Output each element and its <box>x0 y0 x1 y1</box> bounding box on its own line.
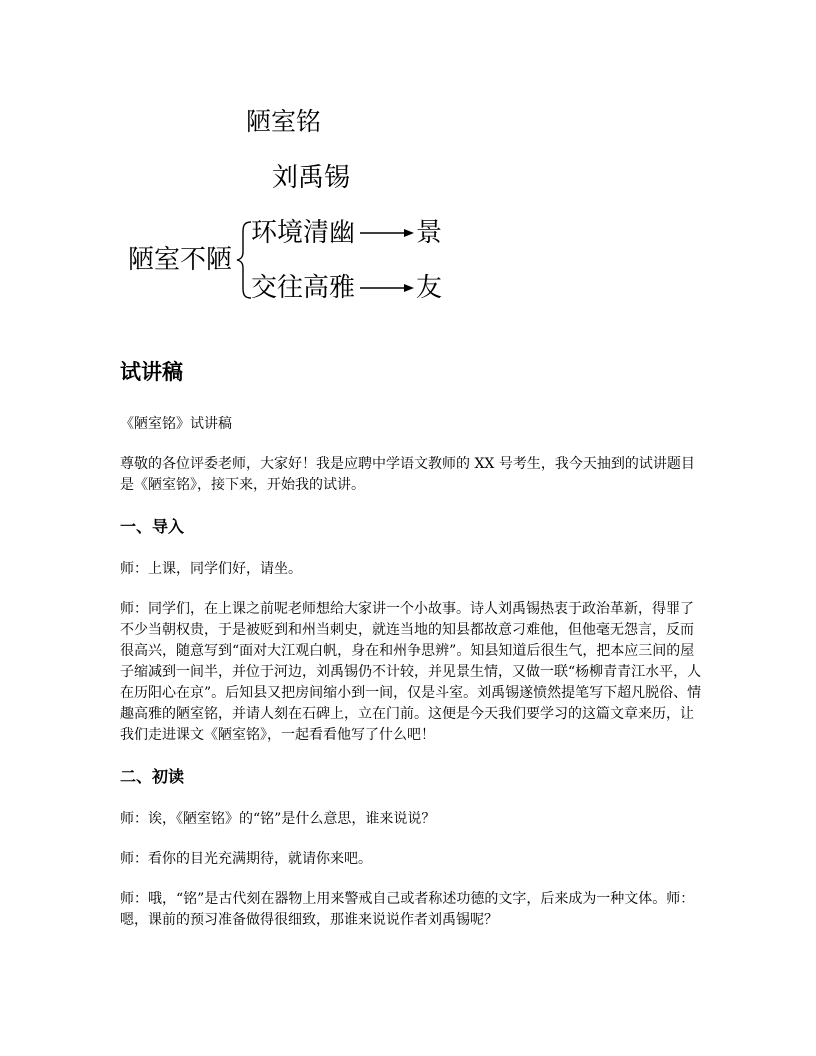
paragraph: 师：上课，同学们好，请坐。 <box>120 561 302 577</box>
section-heading: 二、初读 <box>120 767 185 786</box>
brace-shape <box>237 222 251 298</box>
diagram-branch-label: 交往高雅 <box>251 273 356 303</box>
diagram-branch-label: 环境清幽 <box>251 218 356 248</box>
arrow-head <box>404 284 414 292</box>
diagram-author: 刘禹锡 <box>272 163 351 193</box>
paragraph: 师：哦，“铭”是古代刻在器物上用来警戒自己或者称述功德的文字，后来成为一种文体。师：嗯，课前的预习准备做得很细致，那谁来说说作者刘禹锡呢？ <box>120 891 695 928</box>
lesson-diagram <box>0 0 816 320</box>
diagram-title: 陋室铭 <box>246 107 322 136</box>
page-heading: 试讲稿 <box>120 360 183 384</box>
intro-paragraph: 尊敬的各位评委老师，大家好！我是应聘中学语文教师的 XX 号考生，我今天抽到的试讲题目是《陋室铭》，接下来，开始我的试讲。 <box>120 456 695 493</box>
paragraph: 师：同学们，在上课之前呢老师想给大家讲一个小故事。诗人刘禹锡热衷于政治革新，得罪了不少当朝权贵，于是被贬到和州当刺史，就连当地的知县都故意刁难他，但他毫无怨言，反而很高兴，随意写到“面对大江观白帆，身在和州争思辨”。知县知道后很生气，把本应三间的屋子缩减到一间半，并位于河边，刘禹锡仍不计较，并见景生情，又做一联“杨柳青青江水平，人在历阳心在京”。后知县又把房间缩小到一间，仅是斗室。刘禹锡遂愤然提笔写下超凡脱俗、情趣高雅的陋室铭，并请人刻在石碑上，立在门前。这便是今天我们要学习的这篇文章来历，让我们走进课文《陋室铭》，一起看看他写了什么吧！ <box>120 601 702 743</box>
paragraph: 师：看你的目光充满期待，就请你来吧。 <box>120 851 372 867</box>
document-body <box>120 356 705 950</box>
arrow-head <box>404 229 414 237</box>
diagram-branch-result: 景 <box>416 218 443 248</box>
diagram-branch-result: 友 <box>416 273 443 303</box>
document-title: 《陋室铭》试讲稿 <box>120 416 232 432</box>
diagram-root-label: 陋室不陋 <box>128 245 233 275</box>
section-heading: 一、导入 <box>120 517 185 536</box>
diagram-connectors <box>0 0 816 320</box>
paragraph: 师：诶，《陋室铭》的“铭”是什么意思，谁来说说？ <box>120 811 436 827</box>
